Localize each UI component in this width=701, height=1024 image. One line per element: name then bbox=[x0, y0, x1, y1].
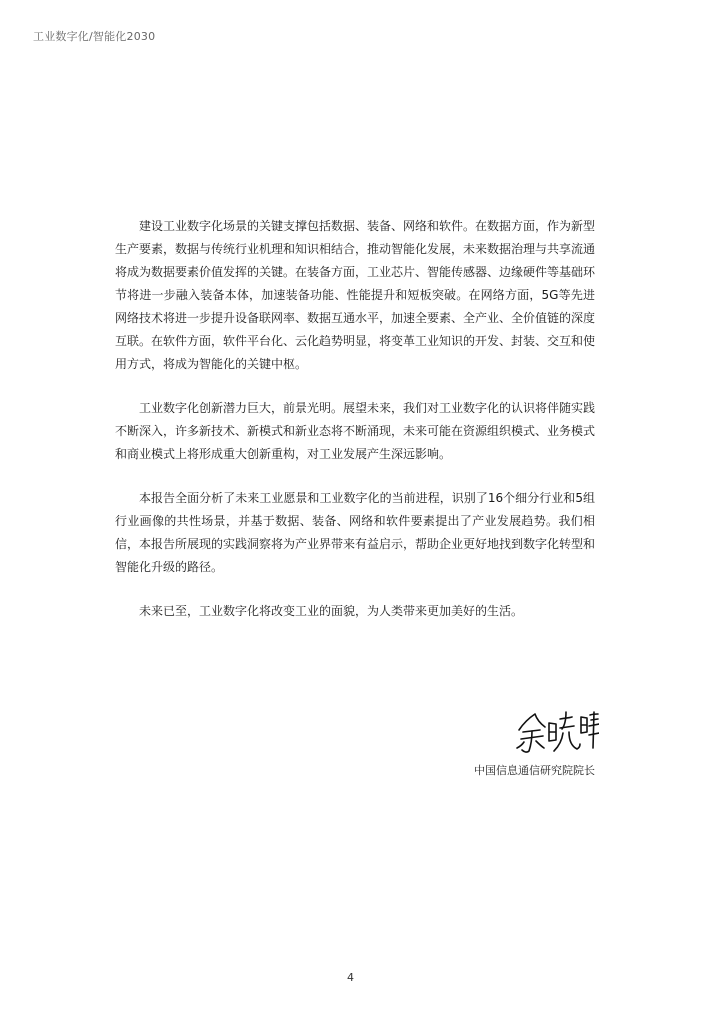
running-header: 工业数字化/智能化2030 bbox=[33, 30, 156, 43]
body-text bbox=[115, 215, 595, 644]
paragraph-2: 工业数字化创新潜力巨大，前景光明。展望未来，我们对工业数字化的认识将伴随实践不断深入，许多新技术、新模式和新业态将不断涌现，未来可能在资源组织模式、业务模式和商业模式上将形成重大创新重构，对工业发展产生深远影响。 bbox=[115, 401, 596, 461]
paragraph-4: 未来已至，工业数字化将改变工业的面貌，为人类带来更加美好的生活。 bbox=[139, 604, 524, 618]
handwritten-signature bbox=[513, 708, 599, 758]
paragraph-3: 本报告全面分析了未来工业愿景和工业数字化的当前进程，识别了16个细分行业和5组行业画像的共性场景，并基于数据、装备、网络和软件要素提出了产业发展趋势。我们相信，本报告所展现的实践洞察将为产业界带来有益启示，帮助企业更好地找到数字化转型和智能化升级的路径。 bbox=[115, 491, 596, 574]
signer-title: 中国信息通信研究院院长 bbox=[474, 764, 595, 777]
paragraph-1: 建设工业数字化场景的关键支撑包括数据、装备、网络和软件。在数据方面，作为新型生产要素，数据与传统行业机理和知识相结合，推动智能化发展，未来数据治理与共享流通将成为数据要素价值发挥的关键。在装备方面，工业芯片、智能传感器、边缘硬件等基础环节将进一步融入装备本体，加速装备功能、性能提升和短板突破。在网络方面，5G等先进网络技术将进一步提升设备联网率、数据互通水平，加速全要素、全产业、全价值链的深度互联。在软件方面，软件平台化、云化趋势明显，将变革工业知识的开发、封装、交互和使用方式，将成为智能化的关键中枢。 bbox=[115, 219, 596, 371]
page-number: 4 bbox=[347, 971, 354, 984]
